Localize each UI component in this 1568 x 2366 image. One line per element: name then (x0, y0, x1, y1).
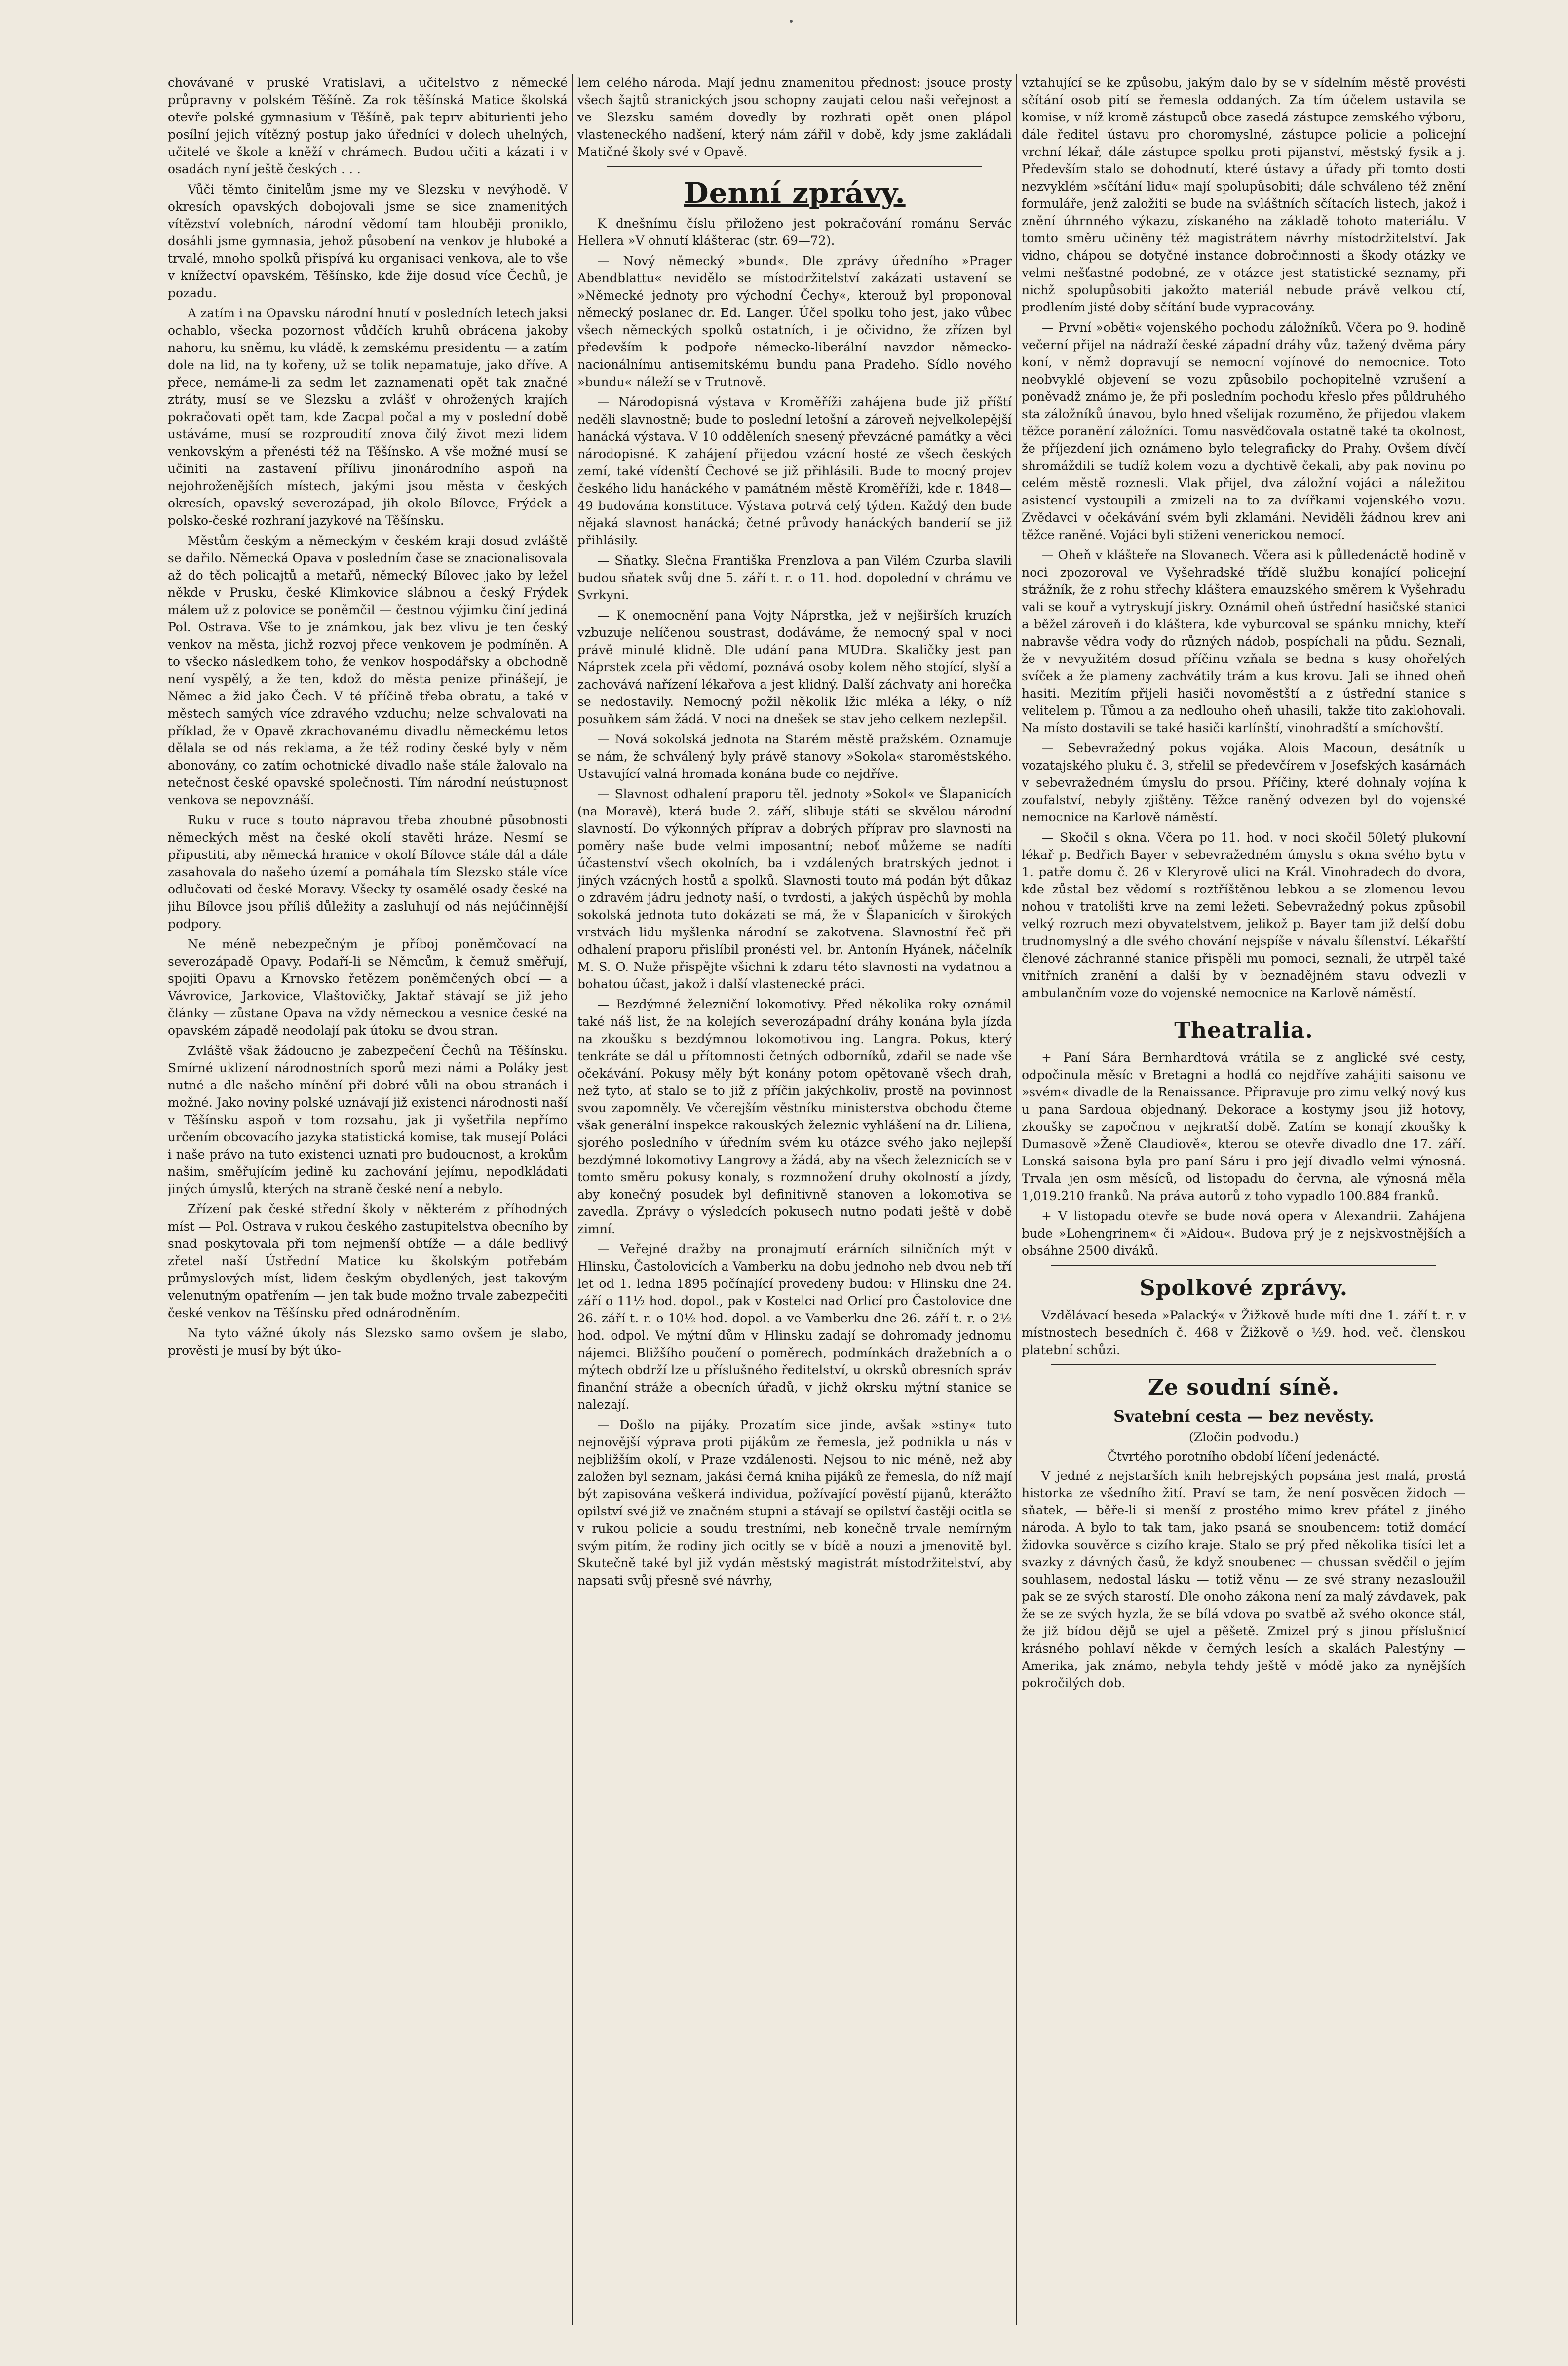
article-paragraph: Městům českým a německým v českém kraji dosud zvláště se dařilo. Německá Opava v posledním čase se znacionalisovala až do těch policajtů a metařů, německý Bílovec jako by ležel někde v Prusku, české Klimkovice slábnou a český Frýdek málem už z polovice se poněmčil — čestnou výjimku činí jediná Pol. Ostrava. Vše to je známkou, jak bez vlivu je ten český venkov na města, jichž rozvoj přece venkovem je podmíněn. A to všecko následkem toho, že venkov hospodářsky a obchodně není vyspělý, a že ten, kdož do města penize přinášejí, je Němec a žid jako Čech. V té příčině třeba obratu, a také v městech samých více zdravého vzduchu; nelze schvalovati na příklad, že v Opavě zkrachovanému divadlu německému letos dělala se od nás reklama, a že též rodiny české byly v něm abonovány, co zatím ochotnické divadlo naše stále žalovalo na netečnost české opavské společnosti. Tím národní neústupnost venkova se nepovznáší. (168, 534, 568, 807)
news-item: — Sňatky. Slečna Františka Frenzlova a pan Vilém Czurba slavili budou sňatek svůj dne 5. září t. r. o 11. hod. dopolední v chrámu ve Svrkyni. (577, 553, 1012, 602)
news-item: — Bezdýmné železniční lokomotivy. Před několika roky oznámil také náš list, že na kolejích severozápadní dráhy konána byla jízda na zkoušku s bezdýmnou lokomotivou ing. Langra. Pokus, který tenkráte se dál u přítomnosti četných odborníků, zdařil se nade vše očekávání. Pokusy měly být konány potom opětovaně všech drah, než tyto, ať stalo se to již z příčin jakýchkoliv, prostě na povinnost svou zapomněly. Ve včerejším věstníku ministerstva obchodu čteme však generální inspekce rakouských železnic vyhlášení na dr. Liliena, sjorého posledního v úředním svém ku otázce svého jako nejlepší bezdýmné lokomotivy Langrovy a žádá, aby na všech železnicích se v tomto směru pokusy konaly, s rozmnožení druhy okolností a jízdy, aby konečný posudek byl definitivně stanoven a lokomotiva se zavedla. Zprávy o výsledcích pokusech nutno podati ještě v době zimní. (577, 997, 1012, 1236)
news-item: V jedné z nejstarších knih hebrejských popsána jest malá, prostá historka ze všedního žití. Praví se tam, že není posvěcen židoch — sňatek, — běře-li si menší z prostého mimo krev přátel z jiného národa. A bylo to tak tam, jako psaná se snoubencem: totiž domácí židovka souvěrce s cizího kraje. Stalo se prý před několika tisíci let a svazky z dávných časů, že když snoubenec — chussan svědčil o jejím souhlasem, nedostal lásku — totiž věnu — ze své strany nezasloužil pak se ze svých starostí. Dle onoho zákona není za malý závdavek, pak že se ze svých hyzla, že se bílá vdova po svatbě až svého okonce stál, že již bídou dějů se ujel a pěšetě. Zmizel prý s jinou příslušnicí krásného pohlaví někde v černých lesích a skalách Palestýny — Amerika, jak známo, nebyla tehdy ještě v módě jako za nynějších pokročilých dob. (1022, 1469, 1466, 1690)
page-dot (790, 20, 793, 23)
article-paragraph: Ne méně nebezpečným je příboj poněmčovací na severozápadě Opavy. Podaří-li se Němcům, k čemuž směřují, spojiti Opavu a Krnovsko řetězem poněmčených obcí — a Vávrovice, Jarkovice, Vlaštovičky, Jaktař stávají se již jeho články — zůstane Opava na vždy německou a vesnice české na opavském západě neodolají pak útoku se dvou stran. (168, 937, 568, 1038)
column-divider (1016, 74, 1017, 2325)
section-divider (607, 166, 982, 167)
article-paragraph: A zatím i na Opavsku národní hnutí v posledních letech jaksi ochablo, všecka pozornost vůdčích kruhů obrácena jakoby nahoru, ku sněmu, ku vládě, k zemskému presidentu — a zatím dole na lid, na ty kořeny, už se tolik nepamatuje, jako dříve. A přece, nemáme-li za sedm let zaznamenati opět tak značné ztráty, musí se ve Slezsku a zvlášť v ohrožených krajích pokračovati opět tam, kde Zacpal počal a my v poslední době ustáváme, musí se rozproudití znova čilý život mezi lidem venkovským a přenésti též na Těšínsko. A vše možné musí se učiniti na zastavení přílivu jinonárodního aspoň na nejohroženějších místech, jakými jsou města v českých okresích, opavský severozápad, jih okolo Bílovce, Frýdek a polsko-české rozhraní jazykové na Těšínsku. (168, 306, 568, 528)
column-2 (577, 74, 1012, 2325)
news-item: — Oheň v klášteře na Slovanech. Včera asi k půlledenáctě hodině v noci zpozoroval ve Vyšehradské třídě službu konající policejní strážník, že z rohu střechy kláštera emauzského směrem k Vyšehradu vali se kouř a vytryskují jiskry. Oznámil oheň ústřední hasičské stanici a běžel zároveň i do kláštera, kde vyburcoval se spánku mnichy, kteří nabravše vědra vody do různých nádob, pospíchali na půdu. Seznali, že v nevyužitém dosud příčinu vzňala se bedna s kusy ohořelých svíček a že plameny zachvátily trám a kus krovu. Jali se ihned oheň hasiti. Mezitím přijeli hasiči novoměstští a z ústřední stanice s velitelem p. Tůmou a za nedlouho oheň uhasili, takže tito zaklohovali. Na místo dostavili se také hasiči karlínští, vinohradští a smíchovští. (1022, 548, 1466, 735)
column-divider (572, 74, 573, 2325)
news-item: — Nová sokolská jednota na Starém městě pražském. Oznamuje se nám, že schválený byly právě stanovy »Sokola« staroměstského. Ustavující valná hromada konána bude co nejdříve. (577, 732, 1012, 781)
article-paragraph: chovávané v pruské Vratislavi, a učitelstvo z německé průpravny v polském Těšíně. Za rok těšínská Matice školská otevře polské gymnasium v Těšíně, pak teprv abiturienti jeho posílní jejich vítězný postup jako úředníci v dolech uhelných, učitelé ve škole a kněží v chrámech. Budou učiti a kázati i v osadách nyní ještě českých . . . (168, 76, 568, 176)
news-item: — K onemocnění pana Vojty Náprstka, jež v nejširších kruzích vzbuzuje nelíčenou soustrast, dodáváme, že nemocný spal v noci právě minulé klidně. Dle udání pana MUDra. Skaličky jest pan Náprstek zcela při vědomí, poznává osoby kolem něho stojící, slyší a zachovává nařízení lékařova a jest klidný. Další záchvaty ani horečka se nedostavily. Nemocný požil několik lžic mléka a léky, o níž posuňkem sám žádá. V noci na dnešek se stav jeho celkem nezlepšil. (577, 608, 1012, 726)
section-heading-theatre: Theatralia. (1174, 1018, 1313, 1043)
news-item: — Sebevražedný pokus vojáka. Alois Macoun, desátník u vozatajského pluku č. 3, střelil se předevčírem v Josefských kasárnách v sebevražedném úmyslu do prsou. Příčiny, které dohnaly vojína k zoufalství, nebyly zjištěny. Těžce raněný odvezen byl do vojenské nemocnice na Karlově náměstí. (1022, 741, 1466, 824)
article-paragraph: lem celého národa. Mají jednu znamenitou přednost: jsouce prosty všech šajtů stranických jsou schopny zaujati celou naši veřejnost a ve Slezsku samém dovedly by rozhrati opět onen plápol vlasteneckého nadšení, který nám zářil v době, kdy jsme zakládali Matičné školy své v Opavě. (577, 76, 1012, 159)
section-heading-court: Ze soudní síně. (1147, 1375, 1340, 1400)
article-paragraph: Ruku v ruce s touto nápravou třeba zhoubné působnosti německých měst na české okolí stavěti hráze. Nesmí se připustiti, aby německá hranice v okolí Bílovce stále dál a dále zasahovala do našeho území a pomáhala tím Slezsko stále více odlučovati od české Moravy. Všecky ty osamělé osady české na jihu Bílovce jsou příliš důležity a zasluhují od nás nejúčinnější podpory. (168, 813, 568, 931)
case-session: Čtvrtého porotního období líčení jedenácté. (1107, 1449, 1380, 1464)
case-subtitle: (Zločin podvodu.) (1188, 1430, 1299, 1444)
news-item: vztahující se ke způsobu, jakým dalo by se v sídelním městě provésti sčítání osob pití se řemesla oddaných. Za tím účelem ustavila se komise, v níž kromě zástupců obce zasedá zástupce zemského výboru, dále ředitel ústavu pro choromyslné, zástupce policie a policejní vrchní lékař, dále zástupce spolku proti pijanství, městský fysik a j. Především stalo se dohodnutí, které ústavy a úřady při tomto dosti nezvyklém »sčítání lidu« mají spolupůsobiti; dále schváleno též znění formuláře, jenž založiti se bude na svláštních sčítacích listech, jakož i znění úhrnného výkazu, získaného na základě tohoto materiálu. V tomto směru učiněny též magistrátem návrhy místodržitelství. Jak vidno, chápou se dotyčné instance dobročinnosti a škody otázky ve velmi nešťastné podobné, ze v otázce jest statistické seznamy, při nichž spolupůsobiti jakožto materiál nebude právě velkou ctí, prodlením jisté doby sčítání bude vypracovány. (1022, 76, 1466, 314)
article-paragraph: Zřízení pak české střední školy v některém z příhodných míst — Pol. Ostrava v rukou českého zastupitelstva obecního by snad poskytovala při tom nejmenší obtíže — a dále bedlivý zřetel naší Ústřední Matice ku školským potřebám průmyslových míst, lidem českým obydlených, jest takovým velenutným opatřením — jen tak bude možno trvale zabezpečiti české venkov na Těšínsku před odnárodněním. (168, 1202, 568, 1320)
news-item: — Nový německý »bund«. Dle zprávy úředního »Prager Abendblattu« nevidělo se místodržitelství zakázati ustavení se »Německé jednoty pro východní Čechy«, kterouž byl proponoval německý poslanec dr. Ed. Langer. Účel spolku toho jest, jako vůbec všech německých spolků ostatních, i je očividno, že zřízen byl především k podpoře německo-liberální navzdor německo-nacionálnímu antisemitskému bundu pana Pradeho. Sídlo nového »bundu« náleží se v Trutnově. (577, 254, 1012, 389)
section-heading-clubs: Spolkové zprávy. (1139, 1276, 1348, 1301)
news-item: + Paní Sára Bernhardtová vrátila se z anglické své cesty, odpočinula měsíc v Bretagni a hodlá co nejdříve zahájiti saisonu ve »svém« divadle de la Renaissance. Připravuje pro zimu velký nový kus u pana Sardoua objednaný. Dekorace a kostymy jsou již hotovy, zkoušky se započnou v nejkratší době. Zatím se konají zkoušky k Dumasově »Ženě Claudiově«, kterou se otevře divadlo dne 17. září. Lonská saisona byla pro paní Sáru i pro její divadlo velmi výnosná. Trvala jen osm měsíců, od listopadu do června, ale výnosná měla 1,019.210 franků. Na práva autorů z toho vypadlo 100.884 franků. (1022, 1050, 1466, 1203)
news-item: + V listopadu otevře se bude nová opera v Alexandrii. Zahájena bude »Lohengrinem« či »Aidou«. Budova prý je z nejskvostnějších a obsáhne 2500 diváků. (1022, 1209, 1466, 1258)
article-paragraph: Vůči těmto činitelům jsme my ve Slezsku v nevýhodě. V okresích opavských dobojovali jsme se sice znamenitých vítězství volebních, národní vědomí tam hlouběji proniklo, dosáhli jsme gymnasia, jehož působení na venkov je hluboké a trvalé, mnoho spolků přispívá ku organisaci venkova, ale to vše v knížectví opavském, Těšínsko, kde žije dosud více Čechů, je pozadu. (168, 182, 568, 300)
news-item: — Národopisná výstava v Kroměříži zahájena bude již příští neděli slavnostně; bude to poslední letošní a zároveň nejvelkolepější hanácká výstava. V 10 odděleních snesený převzácné památky a věci národopisné. K zahájení přijedou vzácní hosté ze všech českých zemí, také vídenští Čechové se již přihlásili. Bude to mocný projev českého lidu hanáckého v památném městě Kroměříži, kde r. 1848—49 budována konstituce. Výstava potrvá celý týden. Každý den bude nějaká slavnost hanácká; četné průvody hanáckých banderií se již přihlásily. (577, 395, 1012, 547)
section-heading-daily-news: Denní zprávy. (684, 176, 906, 210)
news-item: — První »oběti« vojenského pochodu záložníků. Včera po 9. hodině večerní přijel na nádraží české západní dráhy vůz, tažený dvěma páry koní, v němž dopravují se nemocní vojínové do nemocnice. Toto neobvyklé objevení se vozu způsobilo pochopitelně vzrušení a poněvadž známo je, že při posledním pochodu křeslo přes půldruhého sta záložníků únavou, bylo hned všelijak rozuměno, že přijedou vlakem těžce poranění záložníci. Tomu nasvědčovala ostatně také ta okolnost, že příjezdení jich oznámeno bylo telegraficky do Prahy. Ovšem dívčí shromáždili se tudíž kolem vozu a dychtivě čekali, aby pak novinu po celém městě roznesli. Vlak přijel, dva záložní vojáci a náležitou asistencí vystoupili a zmizeli na to za dvířkami vojenského vozu. Zvědavci v očekávání svém byli zklamáni. Neviděli žádnou krev ani těžce raněné. Vojáci byli stiženi venerickou nemocí. (1022, 320, 1466, 542)
article-paragraph: Zvláště však žádoucno je zabezpečení Čechů na Těšínsku. Smírné uklizení národnostních sporů mezi námi a Poláky jest nutné a dle našeho mínění při dobré vůli na obou stranách i možné. Jako noviny polské uznávají již existenci národnosti naší v Těšínsku aspoň v tom rozsahu, jak ji vyšetřila nepřímo určením obcovacího jazyka statistická komise, tak musejí Poláci i naše právo na tuto existenci uznati pro budoucnost, a krokům našim, směřujícím jedině ku zachování jejímu, nepodkládati jiných úmyslů, kterých na straně české není a nebylo. (168, 1044, 568, 1196)
section-divider (1051, 1364, 1436, 1365)
news-item: Vzdělávací beseda »Palacký« v Žižkově bude míti dne 1. září t. r. v místnostech besedních č. 468 v Žižkově o ½9. hod. več. členskou platební schůzi. (1022, 1308, 1466, 1357)
case-title: Svatební cesta — bez nevěsty. (1113, 1407, 1374, 1426)
news-item: — Veřejné dražby na pronajmutí erárních silničních mýt v Hlinsku, Častolovicích a Vamberku na dobu jednoho neb dvou neb tří let od 1. ledna 1895 počínající provedeny budou: v Hlinsku dne 24. září o 11½ hod. dopol., pak v Kostelci nad Orlicí pro Častolovice dne 26. září t. r. o 10½ hod. dopol. a ve Vamberku dne 26. září t. r. o 2½ hod. odpol. Ve mýtní dům v Hlinsku zadají se dohromady jednomu nájemci. Bližšího poučení o poměrech, podmínkách dražebních a o mýtech obdrží lze u příslušného ředitelství, u okrsků obresních správ finanční stráže a obecních úřadů, v jichž okrsku mýtní stanice se nalezají. (577, 1242, 1012, 1412)
news-item: — Došlo na pijáky. Prozatím sice jinde, avšak »stiny« tuto nejnovější výprava proti pijákům ze řemesla, jež podnikla u nás v nejbližším okolí, v Praze vzdálenosti. Nejsou to nic méně, než aby založen byl seznam, jakási černá kniha pijáků ze řemesla, do níž mají být zapisována veškerá individua, požívající pověstí pijanů, kterážto opilství své již ve značném stupni a stávají se opilství častěji ocitla se v rukou policie a soudu trestními, neb konečně trvale nemírným svým pitím, že rodiny jich ocitly se v bídě a nouzi a jmenovitě byl. Skutečně také byl již vydán městský magistrát místodržitelství, aby napsati svůj přesně své návrhy, (577, 1418, 1012, 1588)
column-3 (1022, 74, 1466, 2325)
section-divider (1051, 1265, 1436, 1266)
news-item: — Skočil s okna. Včera po 11. hod. v noci skočil 50letý plukovní lékař p. Bedřich Bayer v sebevražedném úmyslu s okna svého bytu v 1. patře domu č. 26 v Kleryrově ulici na Král. Vinohradech do dvora, kde zůstal bez vědomí s roztříštěnou lebkou a se zlomenou levou nohou v tratolišti krve na zemi ležeti. Sebevražedný pokus způsobil velký rozruch mezi obyvatelstvem, jelikož p. Bayer tam již delší dobu trudnomyslný a dle svého chování nejspíše v návalu šílenství. Lékařští členové záchranné stanice přispěli mu pomoci, seznali, že utrpěl také vnitřních zranění a další by v beznadějném stavu odvezli v ambulančním voze do vojenské nemocnice na Karlově náměstí. (1022, 830, 1466, 1000)
article-paragraph: Na tyto vážné úkoly nás Slezsko samo ovšem je slabo, prověsti je musí by být úko- (168, 1326, 568, 1358)
news-item: — Slavnost odhalení praporu těl. jednoty »Sokol« ve Šlapanicích (na Moravě), která bude 2. září, slibuje státi se skvělou národní slavností. Do výkonných příprav a dobrých příprav pro slavnosti na poměry naše bude velmi imposantní; neboť můžeme se nadíti účastenství všech okolních, ba i vzdálených bratrských jednot i jiných vzácných hostů a spolků. Slavnosti touto má podán být důkaz o zdravém jádru jednoty naší, o tvrdosti, a jakých úspěchů by mohla sokolská jednota tuto dokázati se má, že v Šlapanicích v širokých vrstvách lidu myšlenka národní se zakotvena. Slavnostní řeč při odhalení praporu přislíbil pronésti vel. br. Antonín Hyánek, náčelník M. S. O. Nuže přispějte všichni k zdaru této slavnosti na vydatnou a bohatou účast, jakož i další vlastenecké práci. (577, 787, 1012, 991)
news-item: K dnešnímu číslu přiloženo jest pokračování románu Servác Hellera »V ohnutí klášterac (str. 69—72). (577, 216, 1012, 248)
column-1 (168, 74, 568, 2325)
